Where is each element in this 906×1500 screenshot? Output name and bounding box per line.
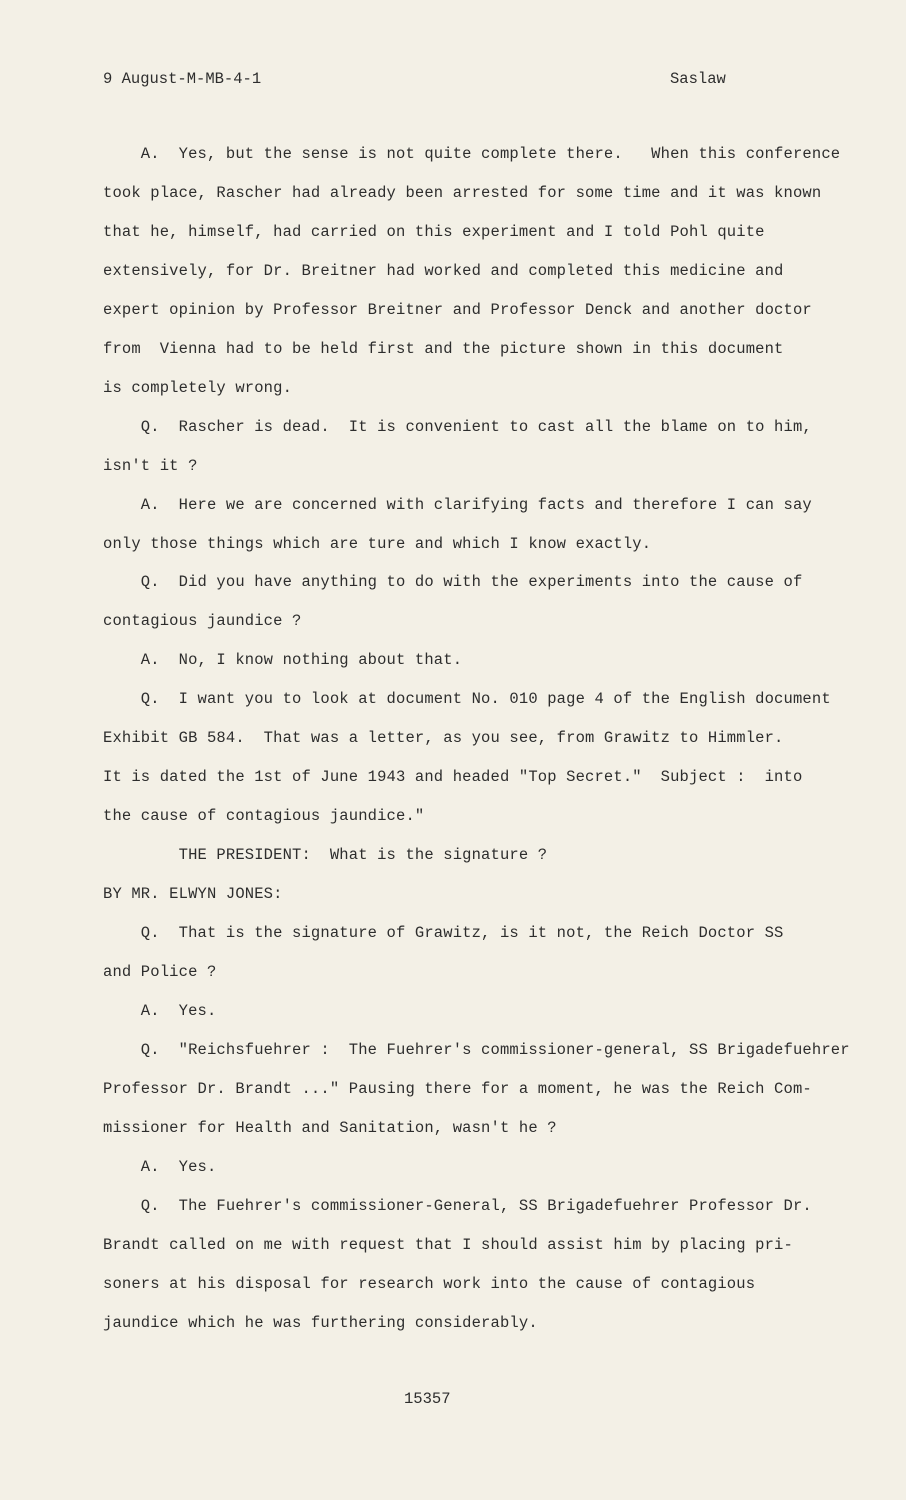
transcript-line: THE PRESIDENT: What is the signature ? xyxy=(103,846,548,865)
transcript-line: A. Yes. xyxy=(103,1001,217,1020)
transcript-line: Brandt called on me with request that I should assist him by placing pri- xyxy=(103,1235,793,1254)
transcript-line: contagious jaundice ? xyxy=(103,612,302,631)
transcript-line: took place, Rascher had already been arrested for some time and it was known xyxy=(103,183,822,202)
transcript-line: extensively, for Dr. Breitner had worked and completed this medicine and xyxy=(103,261,784,280)
transcript-line: isn't it ? xyxy=(103,456,198,475)
transcript-line: that he, himself, had carried on this experiment and I told Pohl quite xyxy=(103,222,765,241)
transcript-line: expert opinion by Professor Breitner and Professor Denck and another doctor xyxy=(103,300,812,319)
transcript-line: Q. That is the signature of Grawitz, is it not, the Reich Doctor SS xyxy=(103,924,784,942)
transcript-line: missioner for Health and Sanitation, wasn't he ? xyxy=(103,1118,557,1137)
transcript-line: Q. "Reichsfuehrer : The Fuehrer's commissioner-general, SS Brigadefuehrer xyxy=(103,1040,850,1059)
page-number: 15357 xyxy=(404,1390,451,1408)
transcript-line: Q. The Fuehrer's commissioner-General, SS Brigadefuehrer Professor Dr. xyxy=(103,1196,812,1215)
transcript-line: BY MR. ELWYN JONES: xyxy=(103,885,283,904)
document-reference: 9 August-M-MB-4-1 xyxy=(103,70,262,88)
transcript-line: Q. Did you have anything to do with the experiments into the cause of xyxy=(103,573,803,592)
transcript-line: A. Yes, but the sense is not quite complete there. When this conference xyxy=(103,145,841,163)
reporter-name: Saslaw xyxy=(670,70,726,88)
transcript-line: A. Here we are concerned with clarifying facts and therefore I can say xyxy=(103,495,812,514)
transcript-line: soners at his disposal for research work into the cause of contagious xyxy=(103,1274,756,1293)
transcript-line: only those things which are ture and which I know exactly. xyxy=(103,534,652,553)
transcript-line: It is dated the 1st of June 1943 and headed "Top Secret." Subject : into xyxy=(103,768,803,787)
transcript-line: the cause of contagious jaundice." xyxy=(103,807,425,826)
transcript-line: A. Yes. xyxy=(103,1157,217,1176)
transcript-line: Exhibit GB 584. That was a letter, as you see, from Grawitz to Himmler. xyxy=(103,729,784,748)
transcript-line: Q. Rascher is dead. It is convenient to cast all the blame on to him, xyxy=(103,417,812,436)
transcript-line: jaundice which he was furthering considerably. xyxy=(103,1313,538,1332)
transcript-line: is completely wrong. xyxy=(103,378,293,397)
transcript-line: from Vienna had to be held first and the picture shown in this document xyxy=(103,339,784,358)
transcript-line: A. No, I know nothing about that. xyxy=(103,651,463,670)
transcript-line: Professor Dr. Brandt ..." Pausing there for a moment, he was the Reich Com- xyxy=(103,1079,812,1098)
transcript-line: Q. I want you to look at document No. 010 page 4 of the English document xyxy=(103,690,831,709)
transcript-line: and Police ? xyxy=(103,962,217,981)
